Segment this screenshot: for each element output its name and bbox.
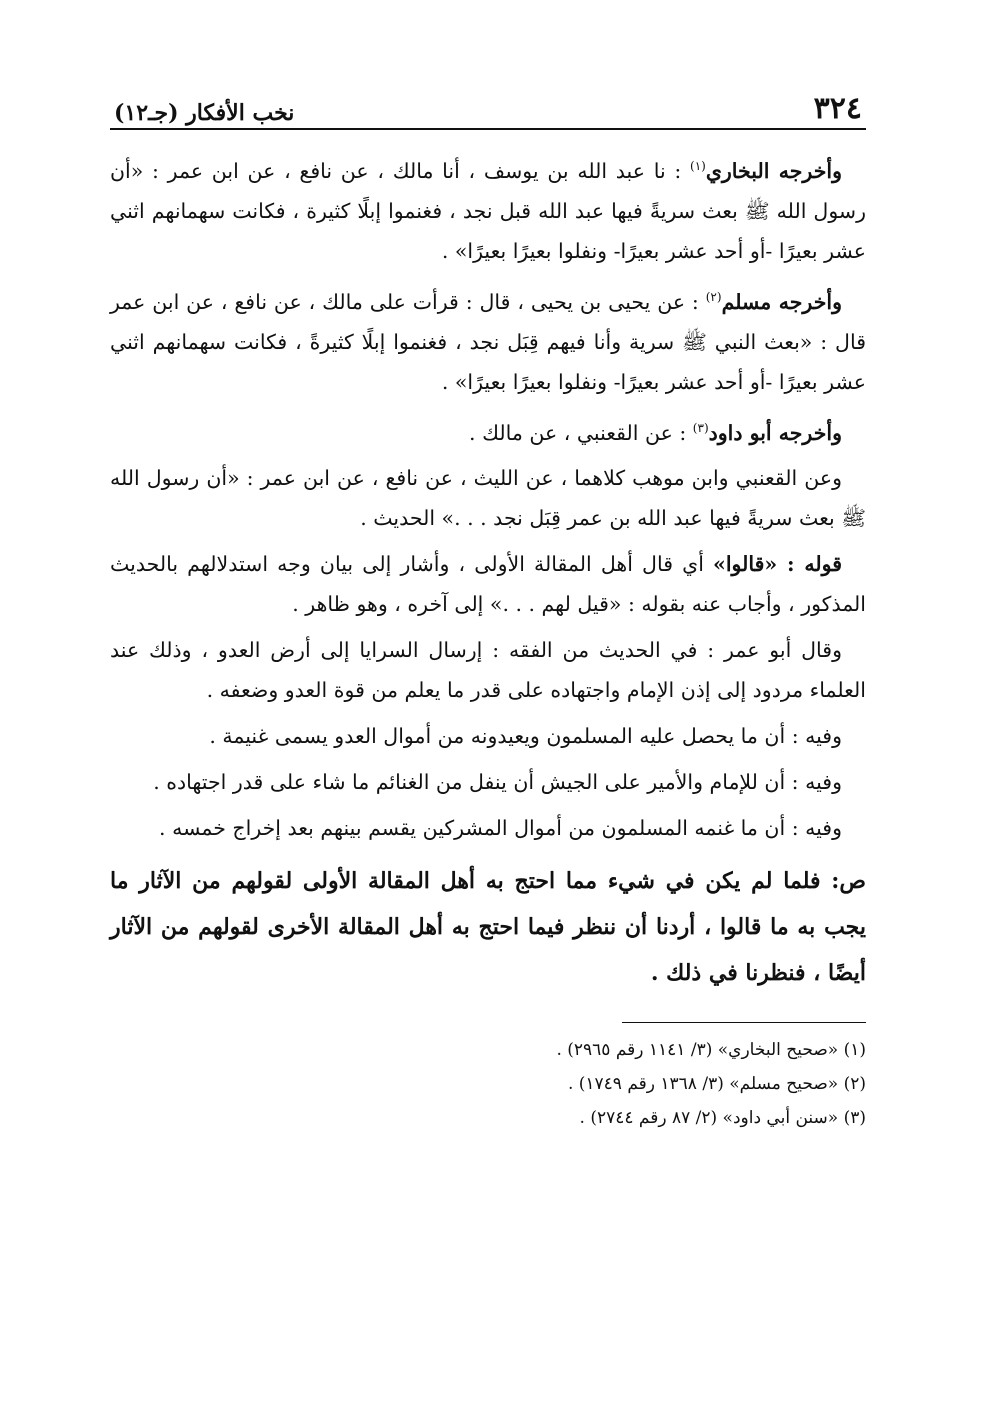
paragraph-text: وفيه : أن ما غنمه المسلمون من أموال المشركين يقسم بينهم بعد إخراج خمسه . [159,816,842,841]
page-number: ٣٢٤ [813,91,862,126]
paragraph-lead: وأخرجه مسلم [721,289,843,314]
paragraph-text: وعن القعنبي وابن موهب كلاهما ، عن الليث ، عن نافع ، عن ابن عمر : «أن رسول الله ﷺ بعث سريةً فيها عبد الله بن عمر قِبَل نجد . . .» الحديث . [110,466,866,531]
page-body [110,146,866,996]
footnote-ref: (٣) [692,420,709,435]
paragraph-lead: وأخرجه البخاري [705,158,842,183]
running-title: نخب الأفكار (جـ١٢) [114,100,295,126]
paragraph-text: : نا عبد الله بن يوسف ، أنا مالك ، عن نافع ، عن ابن عمر : «أن رسول الله ﷺ بعث سريةً فيها عبد الله قبل نجد ، فغنموا إبلًا كثيرة ، فكانت سهمانهم اثني عشر بعيرًا -أو أحد عشر بعيرًا- ونفلوا بعيرًا بعيرًا» . [110,158,866,263]
paragraph-text: وفيه : أن للإمام والأمير على الجيش أن ينفل من الغنائم ما شاء على قدر اجتهاده . [153,770,842,795]
sad-text: فلما لم يكن في شيء مما احتج به أهل المقالة الأولى لقولهم من الآثار ما يجب به ما قالوا ، أردنا أن ننظر فيما احتج به أهل المقالة الأخرى لقولهم من الآثار أيضًا ، فنظرنا في ذلك . [110,868,866,987]
page-header [110,84,866,130]
paragraph [110,277,866,408]
footnote: (٣) «سنن أبي داود» (٢/ ٨٧ رقم ٢٧٤٤) . [579,1108,866,1129]
paragraph [110,630,866,716]
paragraph-lead: وأخرجه أبو داود [708,420,842,445]
paragraph [110,762,866,808]
footnote: (٢) «صحيح مسلم» (٣/ ١٣٦٨ رقم ١٧٤٩) . [567,1074,866,1095]
footnote-ref: (١) [690,159,706,173]
paragraph-text: وقال أبو عمر : في الحديث من الفقه : إرسال السرايا إلى أرض العدو ، وذلك عند العلماء مردود إلى إذن الإمام واجتهاده على قدر ما يعلم من قوة العدو وضعفه . [110,638,866,703]
footnote: (١) «صحيح البخاري» (٣/ ١١٤١ رقم ٢٩٦٥) . [556,1040,866,1061]
paragraph [110,408,866,459]
footnote-ref: (٢) [705,289,722,304]
book-page [110,84,866,1135]
paragraph [110,146,866,277]
paragraph-text: : عن يحيى بن يحيى ، قال : قرأت على مالك ، عن نافع ، عن ابن عمر قال : «بعث النبي ﷺ سرية وأنا فيهم قِبَل نجد ، فغنموا إبلًا كثيرةً ، فكانت سهمانهم اثني عشر بعيرًا -أو أحد عشر بعيرًا- ونفلوا بعيرًا بعيرًا» . [110,289,866,394]
sad-marker: ص: [831,868,866,895]
paragraph-lead: قوله : «قالوا» [713,552,842,577]
footnote-divider [622,1022,866,1023]
paragraph-text: : عن القعنبي ، عن مالك . [469,420,693,445]
paragraph [110,808,866,854]
footnotes [110,1033,866,1135]
sad-paragraph [110,858,866,996]
paragraph-text: أي قال أهل المقالة الأولى ، وأشار إلى بيان وجه استدلالهم بالحديث المذكور ، وأجاب عنه بقوله : «قيل لهم . . .» إلى آخره ، وهو ظاهر . [110,552,866,617]
paragraph [110,544,866,630]
paragraph [110,458,866,544]
paragraph [110,716,866,762]
paragraph-text: وفيه : أن ما يحصل عليه المسلمون ويعيدونه من أموال العدو يسمى غنيمة . [209,724,842,749]
